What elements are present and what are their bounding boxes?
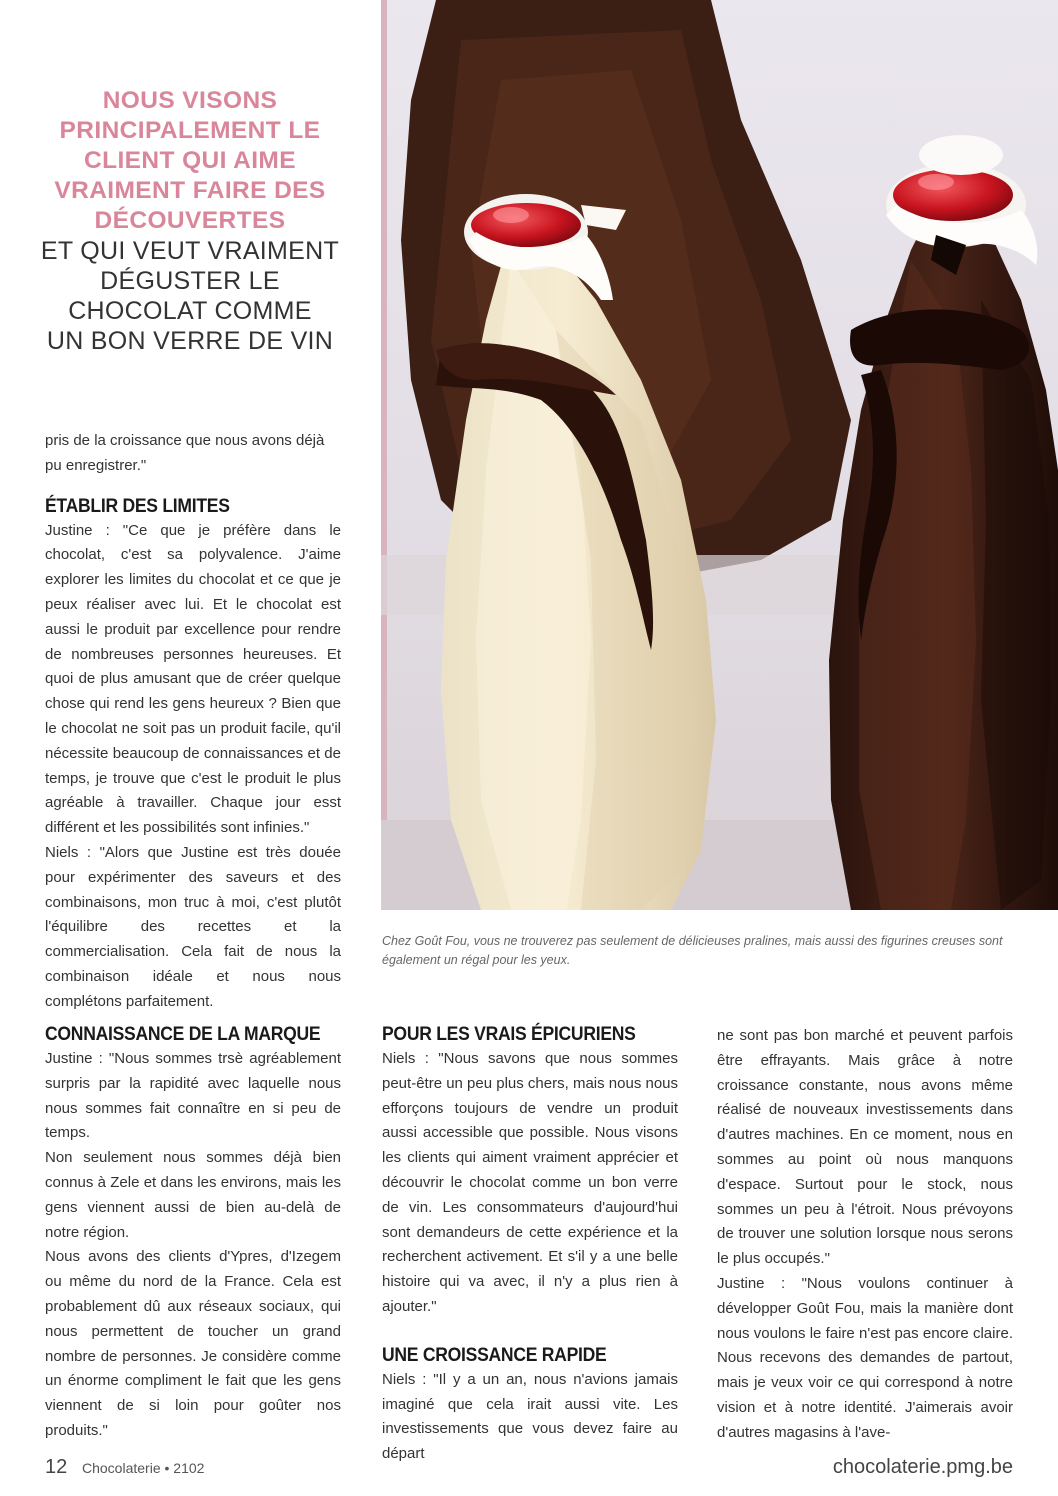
quote-line: NOUS VISONS: [102, 87, 278, 114]
pull-quote: [40, 86, 340, 356]
photo-caption: Chez Goût Fou, vous ne trouverez pas seulement de délicieuses pralines, mais aussi des figurines creuses sont également un régal pour les yeux.: [382, 934, 1003, 967]
pull-quote-continuation: [40, 236, 340, 356]
quote-line: PRINCIPALEMENT LE: [59, 117, 321, 144]
quote-line: UN BON VERRE DE VIN: [46, 327, 334, 355]
paragraph: Justine : "Nous sommes trsè agréablement surpris par la rapidité avec laquelle nous nous sommes fait connaître en si peu de temps.: [45, 1050, 341, 1142]
paragraph: Niels : "Il y a un an, nous n'avions jamais imaginé que cela irait aussi vite. Les investissements que vous devez faire au départ: [382, 1370, 678, 1463]
section-heading: CONNAISSANCE DE LA MARQUE: [45, 1023, 321, 1045]
paragraph: ne sont pas bon marché et peuvent parfois être effrayants. Mais grâce à notre croissance constante, nous avons même réalisé de nouveaux investissements dans d'autres machines. En ce moment, nous en sommes au point où nous manquons d'espace. Surtout pour le stock, nous sommes un peu à l'étroit. Nous prévoyons de trouver une solution lorsque nous serons le plus occupés.": [717, 1027, 1013, 1268]
penguin-figurines-illustration: [381, 0, 1058, 910]
section-heading: ÉTABLIR DES LIMITES: [45, 494, 230, 517]
column-left-lower: [45, 1021, 341, 1444]
column-middle: [382, 1021, 678, 1467]
paragraph: Nous avons des clients d'Ypres, d'Izegem ou même du nord de la France. Cela est probablement dû aux réseaux sociaux, qui nous permettent de toucher un grand nombre de personnes. Je considère comme un énorme compliment le fait que les gens viennent de si loin pour goûter nos produits.": [45, 1248, 341, 1439]
section-heading: UNE CROISSANCE RAPIDE: [382, 1343, 607, 1366]
paragraph: Niels : "Nous savons que nous sommes peut-être un peu plus chers, mais nous nous efforçons toujours de vendre un produit aussi accessible que possible. Nous visons les clients qui aiment vraiment apprécier et découvrir le chocolat comme un bon verre de vin. Les consommateurs d'aujourd'hui sont demandeurs de cette expérience et la recherchent activement. Et s'il y a une belle histoire qui va avec, il n'y a plus rien à ajouter.": [382, 1050, 679, 1315]
pull-quote-emphasis: [40, 86, 340, 236]
quote-line: DÉGUSTER LE: [100, 267, 280, 295]
photo-chocolate-penguins: [381, 0, 1058, 910]
quote-line: CHOCOLAT COMME: [68, 297, 312, 325]
quote-line: CLIENT QUI AIME: [84, 147, 296, 174]
paragraph: Justine : "Nous voulons continuer à développer Goût Fou, mais la manière dont nous voulons le faire n'est pas encore claire. Nous recevons des demandes de partout, mais je veux voir ce qui correspond à notre vision et à notre identité. J'aimerais avoir d'autres magasins à l'ave-: [717, 1274, 1013, 1441]
paragraph: pris de la croissance que nous avons déjà pu enregistrer.": [45, 432, 325, 474]
quote-line: DÉCOUVERTES: [94, 207, 286, 234]
quote-line: VRAIMENT FAIRE DES: [54, 177, 326, 204]
page-number: 12: [45, 1456, 68, 1478]
paragraph: Justine : "Ce que je préfère dans le chocolat, c'est sa polyvalence. J'aime explorer les limites du chocolat et ce que je peux réaliser avec lui. Et le chocolat est aussi le produit par excellence pour rendre de nombreuses personnes heureuses. Et quoi de plus amusant que de créer quelque chose qui rend les gens heureux ? Bien que le chocolat ne soit pas un produit facile, qu'il nécessite beaucoup de connaissances et de temps, je trouve que c'est le produit le plus agréable à travailler. Chaque jour esst différent et les possibilités sont infinies.": [45, 521, 341, 837]
paragraph: Niels : "Alors que Justine est très douée pour expérimenter des saveurs et des combinaisons, mon truc à moi, c'est plutôt l'équilibre des recettes et la commercialisation. Cela fait de nous la combinaison idéale et nous nous complétons parfaitement.: [45, 843, 341, 1010]
website-url: chocolaterie.pmg.be: [832, 1456, 1013, 1478]
column-right: [717, 1024, 1013, 1446]
publication-label: Chocolaterie • 2102: [82, 1460, 205, 1476]
quote-line: ET QUI VEUT VRAIMENT: [40, 237, 340, 265]
paragraph: Non seulement nous sommes déjà bien connus à Zele et dans les environs, mais les gens viennent aussi de bien au-delà de notre région.: [45, 1149, 341, 1241]
column-left-upper: [45, 429, 341, 1015]
section-heading: POUR LES VRAIS ÉPICURIENS: [382, 1023, 636, 1045]
